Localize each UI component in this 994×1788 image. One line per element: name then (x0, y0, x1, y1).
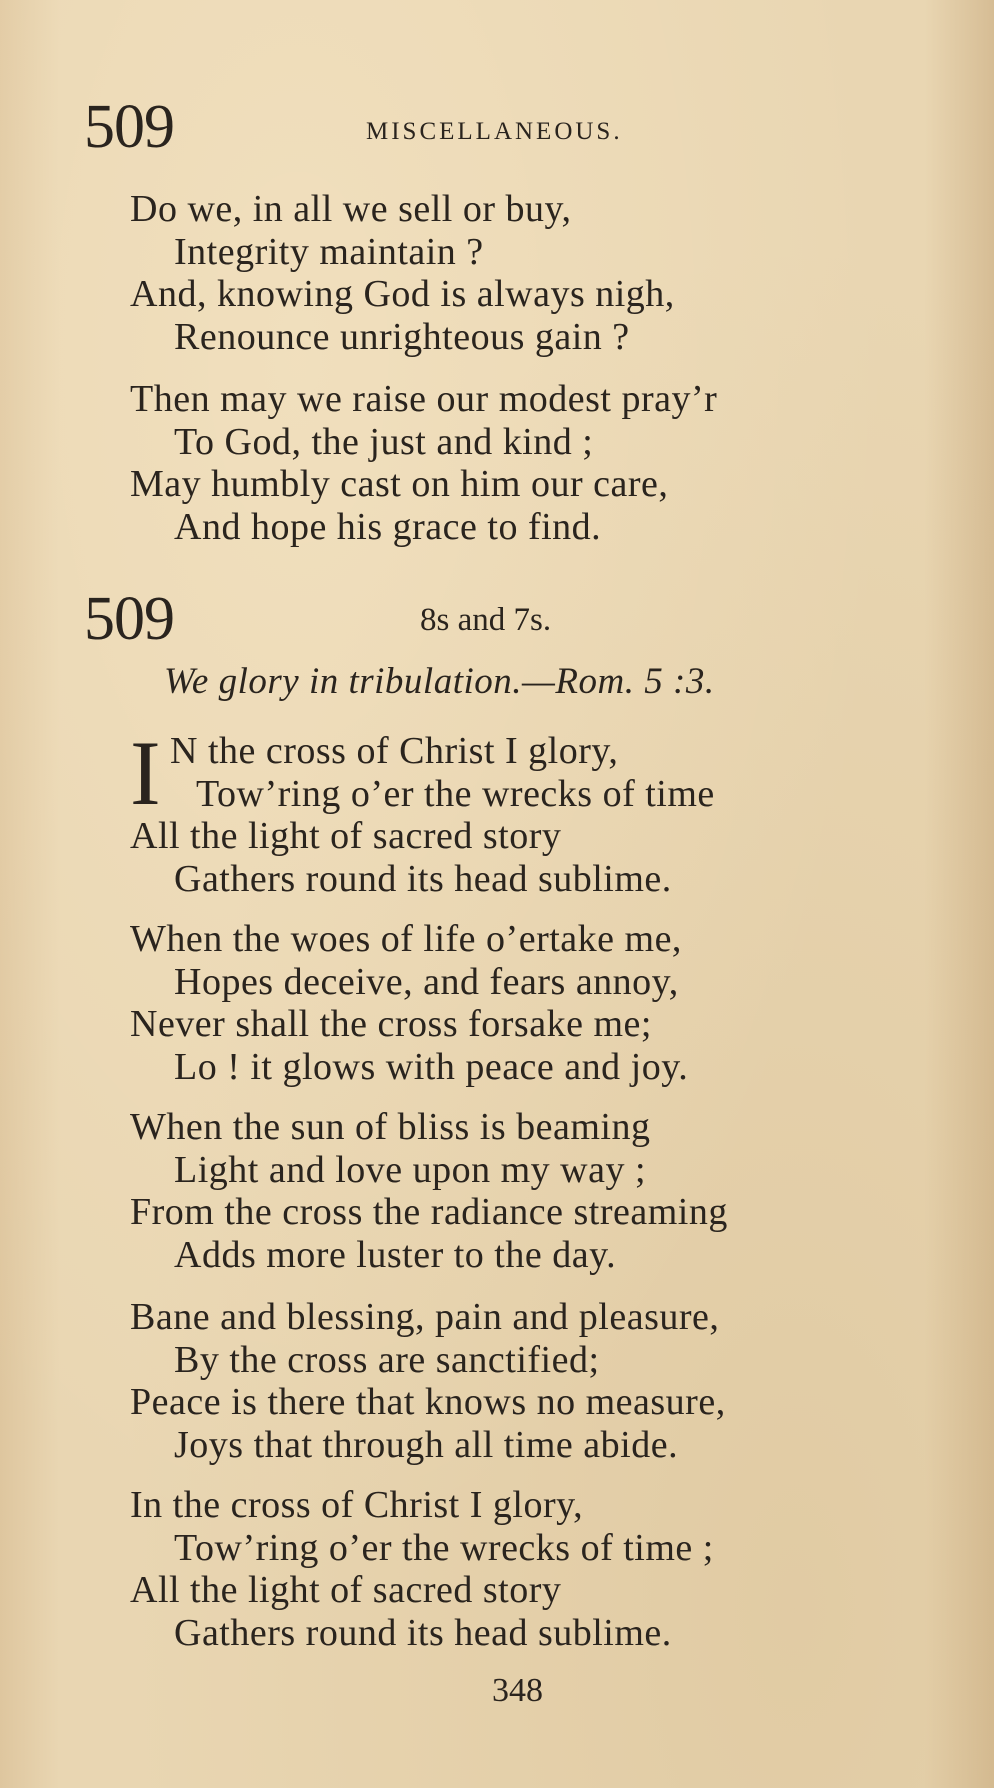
hymn-number-header: 509 (84, 93, 174, 161)
verse-line: N the cross of Christ I glory, (170, 730, 619, 772)
scripture-reference: We glory in tribulation.—Rom. 5 :3. (164, 661, 715, 702)
verse-line: Joys that through all time abide. (174, 1423, 679, 1466)
verse-line: When the woes of life o’ertake me, (130, 918, 682, 960)
verse-line: And hope his grace to find. (174, 505, 602, 548)
hymn-stanza-1 (130, 722, 890, 900)
verse-line: Light and love upon my way ; (174, 1148, 647, 1191)
prev-hymn-stanza-1 (130, 188, 890, 358)
hymn-meter: 8s and 7s. (420, 602, 552, 638)
verse-line: To God, the just and kind ; (174, 420, 594, 463)
verse-line: Then may we raise our modest pray’r (130, 378, 718, 420)
verse-line: Bane and blessing, pain and pleasure, (130, 1296, 720, 1338)
running-head: MISCELLANEOUS. (366, 118, 623, 145)
verse-line: Tow’ring o’er the wrecks of time ; (174, 1526, 714, 1569)
verse-line: Adds more luster to the day. (174, 1233, 617, 1276)
verse-line: And, knowing God is always nigh, (130, 273, 675, 315)
verse-line: All the light of sacred story (130, 1569, 562, 1611)
verse-line: Hopes deceive, and fears annoy, (174, 960, 679, 1003)
verse-line: All the light of sacred story (130, 815, 562, 857)
verse-line: From the cross the radiance streaming (130, 1191, 728, 1233)
hymn-stanza-5 (130, 1484, 890, 1654)
hymn-heading (84, 585, 884, 658)
verse-line: Gathers round its head sublime. (174, 1611, 672, 1654)
hymn-stanza-2 (130, 918, 890, 1088)
verse-line: Integrity maintain ? (174, 230, 484, 273)
prev-hymn-stanza-2 (130, 378, 890, 548)
verse-line: When the sun of bliss is beaming (130, 1106, 651, 1148)
drop-cap: I (130, 722, 162, 824)
verse-line: May humbly cast on him our care, (130, 463, 669, 505)
hymn-stanza-3 (130, 1106, 890, 1276)
verse-line: Do we, in all we sell or buy, (130, 188, 572, 230)
verse-line: By the cross are sanctified; (174, 1338, 600, 1381)
hymn-stanza-4 (130, 1296, 890, 1466)
verse-line: Gathers round its head sublime. (174, 857, 672, 900)
verse-line: Tow’ring o’er the wrecks of time (196, 772, 715, 815)
verse-line: Lo ! it glows with peace and joy. (174, 1045, 689, 1088)
verse-line: Renounce unrighteous gain ? (174, 315, 630, 358)
verse-line: In the cross of Christ I glory, (130, 1484, 584, 1526)
page-number: 348 (492, 1672, 543, 1709)
verse-line: Never shall the cross forsake me; (130, 1003, 652, 1045)
hymn-number: 509 (84, 585, 174, 653)
verse-line: Peace is there that knows no measure, (130, 1381, 726, 1423)
page-header (84, 93, 884, 166)
